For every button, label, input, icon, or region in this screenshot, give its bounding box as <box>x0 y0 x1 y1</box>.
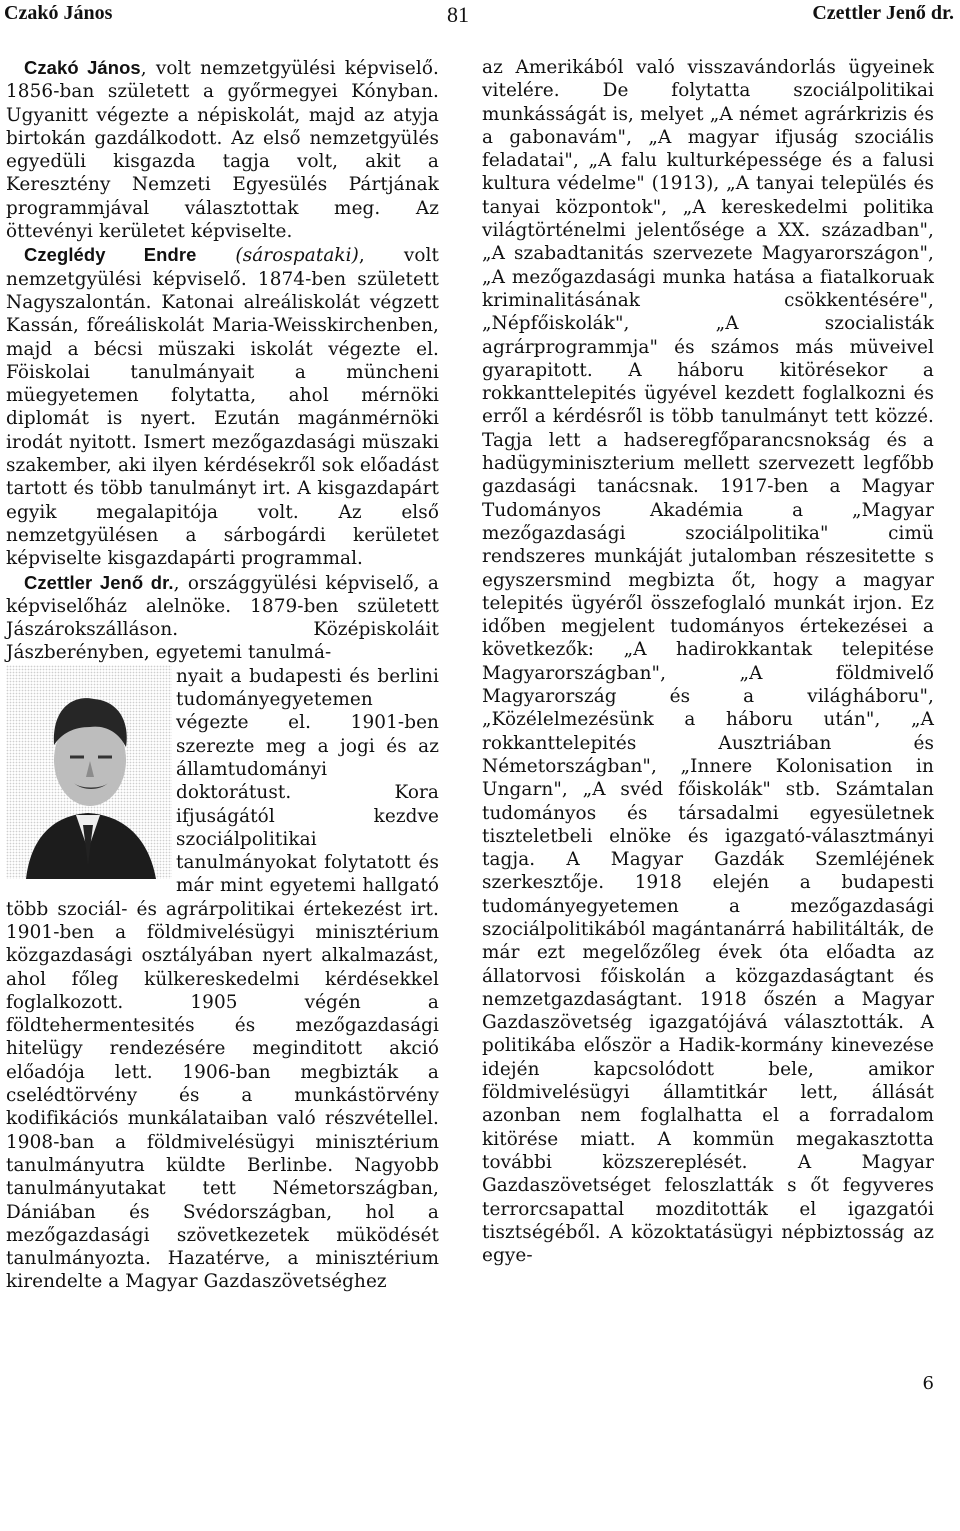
entry-text: , országgyülési képviselő, a képviselőház alelnöke. 1879-ben született Jászárokszálláson. Középiskoláit Jászberényben, egyetemi tanulmá- <box>6 572 439 664</box>
entry-czegledy <box>6 243 439 570</box>
entry-text: nyait a budapesti és berlini tudományegyetemen végezte el. 1901-ben szerezte meg a jogi és az államtudományi doktorátust. Kora ifjuságától kezdve szociálpolitikai tanulmányokat folytatott és már mint egyetemi hallgató több szociál- és agrárpolitikai értekezést irt. 1901-ben a földmivelésügyi minisztérium közgazdasági osztályában nyert alkalmazást, ahol főleg külkereskedelmi kérdésekkel foglalkozott. 1905 végén a földtehermentesités és mezőgazdasági hitelügy rendezésére meginditott akció előadója lett. 1906-ban megbizták a cselédtörvény és a munkástörvény kodifikációs munkálataiban való részvétellel. 1908-ban a földmivelésügyi minisztérium tanulmányutra küldte Berlinbe. Nagyobb tanulmányutakat tett Németországban, Dániában és Svédországban, hol a mezőgazdasági szövetkezetek müködését tanulmányozta. Hazatérve, a minisztérium kirendelte a Magyar Gazdaszövetséghez <box>6 665 439 1293</box>
entry-czettler <box>6 571 439 665</box>
portrait-image <box>6 665 172 879</box>
entry-text: az Amerikából való visszavándorlás ügyeinek vitelére. De folytatta szociálpolitikai munkásságát is, melyet „A német agrárkrizis és a gabonavám", „A magyar ifjuság szociális feladatai", „A falu kulturképessége és a falusi kultura védelme" (1913), „A tanyai település és tanyai központok", „A kereskedelmi politika világtörténelmi jelentősége a XX. században", „A szabadtanitás szervezete Magyarországon", „A mezőgazdasági munka hatása a fiatalkoruak kriminalitásának csökkentésére", „Népfőiskolák", „A szocialisták agrárprogrammja" és számos más müveivel gyarapitott. A háboru kitörésekor a rokkanttelepités ügyével kezdett foglalkozni és erről a kérdésről is több tanulmányt tett közzé. Tagja lett a hadseregfőparancsnokság és a hadügyminiszterium mellett szervezett legfőbb gazdasági tanácsnak. 1917-ben a Magyar Tudományos Akadémia a „Magyar mezőgazdasági szociálpolitika" cimü rendszeres munkáját jutalomban részesitette s egyszersmind megbizta őt, hogy a magyar telepités ügyéről összefoglaló munkát irjon. Ez időben megjelent tudományos értekezései a következők: „A hadirokkantak telepitése Magyarországban", „A földmivelő Magyarország és a világháboru", „Közélelmezésünk a háboru után", „A rokkanttelepités Ausztriában és Németországban", „Innere Kolonisation in Ungarn", „A svéd főiskolák" stb. Számtalan tudományos és társadalmi egyesületnek tiszteletbeli elnöke és igazgató-választmányi tagja. A Magyar Gazdák Szemléjének szerkesztője. 1918 elején a budapesti tudományegyetemen a mezőgazdasági szociálpolitikából magántanárrá habilitálták, de már ezt megelőzőleg évek óta előadta az állatorvosi főiskolán a közgazdaságtant és nemzetgazdaságtant. 1918 őszén a Magyar Gazdaszövetség igazgatójává választották. A politikába először a Hadik-kormány kinevezése idején kapcsolódott bele, amikor földmivelésügyi államtitkár lett, állását azonban nem foglalhatta el a forradalom kitörése miatt. A kommün megakasztotta további közszereplését. A Magyar Gazdaszövetséget feloszlatták s őt fegyveres terrorcsapattal mozditották el igazgatói tisztségéből. A közoktatásügyi népbiztosság az egye- <box>482 57 934 1267</box>
entry-text: , volt nemzetgyülési képviselő. 1856-ban született a győrmegyei Kónyban. Ugyanitt végezte a népiskolát, majd az atyja birtokán gazdálkodott. Az első nemzetgyülés egyedüli kisgazda tagja volt, akit a Keresztény Nemzeti Egyesülés Pártjának programmjával választottak meg. Az öttevényi kerületet képviselte. <box>6 58 439 243</box>
running-head-right: Czettler Jenő dr. <box>812 2 954 24</box>
entry-czettler-continued-right <box>482 56 934 1267</box>
entry-name: Czettler Jenő dr. <box>24 571 174 593</box>
entry-czako <box>6 56 439 243</box>
entry-text: , volt nemzetgyülési képviselő. 1874-ben született Nagyszalontán. Katonai alreáliskolát végzett Kassán, főreáliskolát Maria-Weisskirchenben, majd a bécsi müszaki iskolát végezte el. Föiskolai tanulmányait a müncheni müegyetemen folytatta, ahol mérnöki diplomát is nyert. Ezután magánmérnöki irodát nyitott. Ismert mezőgazdasági müszaki szakember, aki ilyen kérdésekről sok előadást tartott és több tanulmányt irt. A kisgazdapárt egyik megalapitója volt. Az első nemzetgyülésen a sárbogárdi kerületet képviselte kisgazdapárti programmal. <box>6 245 439 570</box>
left-column <box>6 56 439 1294</box>
entry-name: Czakó János <box>24 57 141 78</box>
running-head-left: Czakó János <box>4 2 113 24</box>
right-column <box>482 56 934 1267</box>
signature-mark: 6 <box>922 1373 934 1394</box>
entry-name: Czeglédy Endre <box>24 244 197 266</box>
portrait-photo <box>6 665 172 879</box>
entry-nickname: (sárospataki) <box>235 245 359 267</box>
page-number: 81 <box>447 2 469 27</box>
